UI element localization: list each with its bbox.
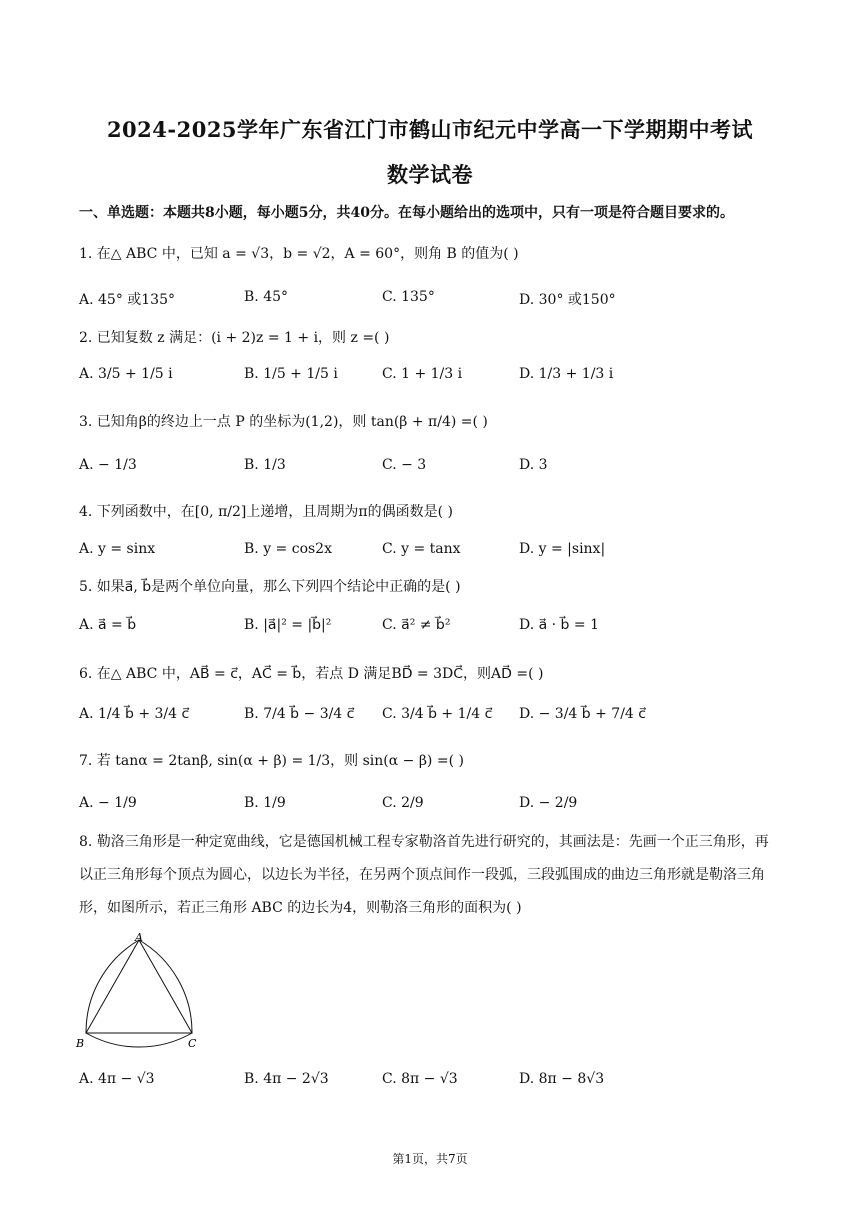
question-5-options [79, 617, 779, 641]
option-a: A. − 1/3 [79, 457, 137, 473]
option-d: D. − 3/4 b⃗ + 7/4 c⃗ [519, 706, 646, 722]
option-d: D. 3 [519, 457, 548, 473]
question-7-options [79, 795, 779, 819]
option-a: A. 1/4 b⃗ + 3/4 c⃗ [79, 706, 190, 722]
option-c: C. 8π − √3 [382, 1071, 458, 1087]
vertex-label-b: B [76, 1037, 85, 1050]
option-d: D. 1/3 + 1/3 i [519, 366, 614, 382]
option-d: D. − 2/9 [519, 795, 578, 811]
option-a: A. 45° 或135° [79, 292, 175, 308]
option-b: B. 7/4 b⃗ − 3/4 c⃗ [244, 706, 355, 722]
option-b: B. 1/3 [244, 457, 286, 473]
option-d: D. 30° 或150° [519, 292, 616, 308]
option-a: A. − 1/9 [79, 795, 137, 811]
vertex-label-c: C [188, 1037, 197, 1050]
page-footer: 第1页，共7页 [392, 1152, 468, 1166]
option-c: C. y = tanx [382, 541, 461, 557]
question-4-stem: 4. 下列函数中，在[0, π/2]上递增，且周期为π的偶函数是( ) [79, 504, 453, 520]
question-1-stem: 1. 在△ ABC 中，已知 a = √3，b = √2，A = 60°，则角 B 的值为( ) [79, 246, 519, 262]
option-d: D. 8π − 8√3 [519, 1071, 605, 1087]
question-3-options [79, 457, 779, 481]
exam-title: 2024-2025学年广东省江门市鹤山市纪元中学高一下学期期中考试 [106, 117, 754, 142]
option-b: B. y = cos2x [244, 541, 332, 557]
section-heading: 一、单选题：本题共8小题，每小题5分，共40分。在每小题给出的选项中，只有一项是符合题目要求的。 [79, 205, 734, 221]
arc-cb [86, 1033, 192, 1047]
question-1-options [79, 289, 779, 313]
option-c: C. 3/4 b⃗ + 1/4 c⃗ [382, 706, 493, 722]
question-8-options [79, 1071, 779, 1095]
option-b: B. 1/5 + 1/5 i [244, 366, 338, 382]
option-b: B. 45° [244, 289, 289, 305]
option-a: A. 4π − √3 [79, 1071, 155, 1087]
exam-subtitle: 数学试卷 [387, 162, 473, 187]
question-7-stem: 7. 若 tanα = 2tanβ, sin(α + β) = 1/3，则 sin(α − β) =( ) [79, 753, 464, 769]
option-a: A. y = sinx [79, 541, 156, 557]
question-4-options [79, 541, 779, 565]
equilateral-triangle [86, 940, 192, 1033]
option-a: A. a⃗ = b⃗ [79, 617, 137, 633]
option-d: D. a⃗ · b⃗ = 1 [519, 617, 599, 633]
question-8-stem: 8. 勒洛三角形是一种定宽曲线，它是德国机械工程专家勒洛首先进行研究的，其画法是：先画一个正三角形，再以正三角形每个顶点为圆心，以边长为半径，在另两个顶点间作一段弧，三段弧围成的曲边三角形就是勒洛三角形，如图所示，若正三角形 ABC 的边长为4，则勒洛三角形的面积为( ) [79, 834, 769, 916]
option-c: C. 135° [382, 289, 435, 305]
option-c: C. 1 + 1/3 i [382, 366, 463, 382]
option-c: C. − 3 [382, 457, 427, 473]
vertex-label-a: A [135, 931, 143, 944]
reuleaux-triangle-figure [74, 930, 214, 1055]
option-b: B. |a⃗|² = |b⃗|² [244, 617, 332, 633]
option-d: D. y = |sinx| [519, 541, 606, 557]
question-6-options [79, 706, 779, 730]
question-6-stem: 6. 在△ ABC 中，AB⃗ = c⃗，AC⃗ = b⃗，若点 D 满足BD⃗ = 3DC⃗，则AD⃗ =( ) [79, 666, 544, 682]
option-b: B. 4π − 2√3 [244, 1071, 329, 1087]
option-b: B. 1/9 [244, 795, 286, 811]
question-2-options [79, 366, 779, 390]
question-5-stem: 5. 如果a⃗, b⃗是两个单位向量，那么下列四个结论中正确的是( ) [79, 579, 461, 595]
option-a: A. 3/5 + 1/5 i [79, 366, 173, 382]
question-3-stem: 3. 已知角β的终边上一点 P 的坐标为(1,2)，则 tan(β + π/4) =( ) [79, 414, 488, 430]
option-c: C. a⃗² ≠ b⃗² [382, 617, 451, 633]
question-2-stem: 2. 已知复数 z 满足：(i + 2)z = 1 + i，则 z =( ) [79, 330, 390, 346]
option-c: C. 2/9 [382, 795, 424, 811]
